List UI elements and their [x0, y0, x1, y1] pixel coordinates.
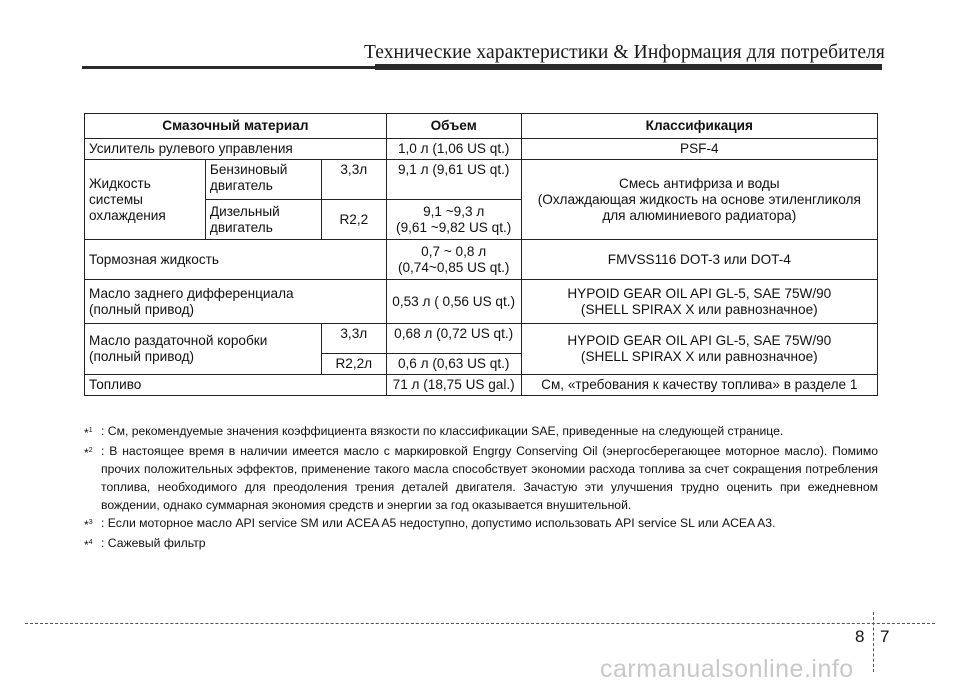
cell-volume: 71 л (18,75 US gal.): [386, 375, 521, 396]
footnote-text: : См, рекомендуемые значения коэффициента вязкости по классификации SAE, приведенные на следующей странице.: [101, 424, 784, 438]
col-header-material: Смазочный материал: [85, 114, 387, 139]
cell-engine-gasoline: 3,3л: [321, 160, 386, 200]
page-header-title: Технические характеристики & Информация для потребителя: [363, 42, 885, 63]
cell-engine-b: R2,2л: [321, 354, 386, 375]
col-header-volume: Объем: [386, 114, 521, 139]
transfer-name-line-2: (полный привод): [89, 349, 195, 364]
cell-engine-a: 3,3л: [321, 324, 386, 354]
cell-volume-gasoline: 9,1 л (9,61 US qt.): [386, 160, 521, 200]
cell-class: FMVSS116 DOT-3 или DOT-4: [521, 240, 877, 280]
cell-name: [85, 280, 387, 324]
footnote-text: : Сажевый фильтр: [101, 536, 206, 551]
footnote-text: : Если моторное масло API service SM или ACEA A5 недоступно, допустимо использовать API service SL или ACEA A3.: [101, 516, 776, 531]
diesel-volume-line-2: (9,61 ~9,82 US qt.): [396, 219, 512, 235]
page-number-separator: [873, 612, 874, 672]
table-row-fuel: [85, 375, 878, 396]
cell-transfer-name: [85, 324, 322, 375]
cell-volume: 1,0 л (1,06 US qt.): [386, 139, 521, 160]
col-header-classification: Классификация: [521, 114, 877, 139]
cell-volume-b: 0,6 л (0,63 US qt.): [386, 354, 521, 375]
footnote-text: : В настоящее время в наличии имеется масло с маркировкой Engrgy Conserving Oil (энергосберегающее моторное масло). Помимо прочих положительных эффектов, применение такого масла способствует экономии расхода топлива за счет сокращения потребления топлива, необходимого для преодоления трения деталей двигателя. Зачастую эти улучшения трудно оценить при ежедневном вождении, однако суммарная экономия средств и энергии за год оказывается внушительной.: [101, 444, 878, 513]
footnote-marker: *$^3$: [84, 518, 93, 533]
footnote-marker: *$^1$: [84, 426, 93, 441]
rear-diff-class-line-2: (SHELL SPIRAX X или равнозначное): [580, 301, 818, 317]
table-row-power-steering: [85, 139, 878, 160]
coolant-class-line-3: для алюминиевого радиатора): [602, 207, 797, 223]
rear-diff-name-line-2: (полный привод): [89, 301, 195, 317]
coolant-class-line-1: Смесь антифриза и воды: [619, 175, 780, 191]
footnote: [84, 422, 878, 442]
cell-class: PSF-4: [521, 139, 877, 160]
cell-volume: [386, 240, 521, 280]
rear-diff-class-line-1: HYPOID GEAR OIL API GL-5, SAE 75W/90: [567, 285, 832, 301]
footnotes: [84, 422, 878, 554]
page-number: 7: [880, 627, 890, 646]
cell-class: [521, 280, 877, 324]
brake-volume-line-2: (0,74~0,85 US qt.): [397, 259, 510, 275]
footnote-marker: *$^2$: [84, 446, 93, 461]
transfer-class-line-2: (SHELL SPIRAX X или равнозначное): [580, 349, 818, 364]
table-row-coolant-gasoline: [85, 160, 878, 200]
cell-class: См, «требования к качеству топлива» в разделе 1: [521, 375, 877, 396]
lubricant-spec-table: [84, 113, 878, 396]
watermark: carmanualsonline.info: [600, 655, 854, 683]
coolant-class-line-2: (Охлаждающая жидкость на основе этиленгликоля: [537, 191, 861, 207]
table-header-row: [85, 114, 878, 139]
cell-engine-type-diesel: Дизельный двигатель: [205, 200, 321, 240]
cell-volume: 0,53 л ( 0,56 US qt.): [386, 280, 521, 324]
diesel-volume-line-1: 9,1 ~9,3 л: [423, 203, 485, 219]
cell-name: Тормозная жидкость: [85, 240, 387, 280]
table-row-rear-diff: [85, 280, 878, 324]
cell-coolant-class: [521, 160, 877, 240]
cell-volume-a: 0,68 л (0,72 US qt.): [386, 324, 521, 354]
cell-engine-type-gasoline: Бензиновый двигатель: [205, 160, 321, 200]
transfer-name-line-1: Масло раздаточной коробки: [89, 333, 268, 348]
cell-name: Топливо: [85, 375, 387, 396]
header-rule-accent: [375, 64, 882, 70]
table-row-transfer-case-a: [85, 324, 878, 354]
footnote: [84, 514, 878, 534]
footnote-marker: *$^4$: [84, 538, 93, 553]
footer-divider: [25, 623, 935, 624]
footnote: [84, 442, 878, 514]
brake-volume-line-1: 0,7 ~ 0,8 л: [421, 243, 487, 259]
cell-name: Усилитель рулевого управления: [85, 139, 387, 160]
table-row-brake-fluid: [85, 240, 878, 280]
cell-engine-diesel: R2,2: [321, 200, 386, 240]
footnote: [84, 534, 878, 554]
page-section-number: 8: [855, 627, 865, 646]
rear-diff-name-line-1: Масло заднего дифференциала: [89, 285, 294, 301]
cell-coolant-name: Жидкость системы охлаждения: [85, 160, 206, 240]
transfer-class-line-1: HYPOID GEAR OIL API GL-5, SAE 75W/90: [567, 333, 832, 348]
cell-volume-diesel: [386, 200, 521, 240]
cell-transfer-class: [521, 324, 877, 375]
